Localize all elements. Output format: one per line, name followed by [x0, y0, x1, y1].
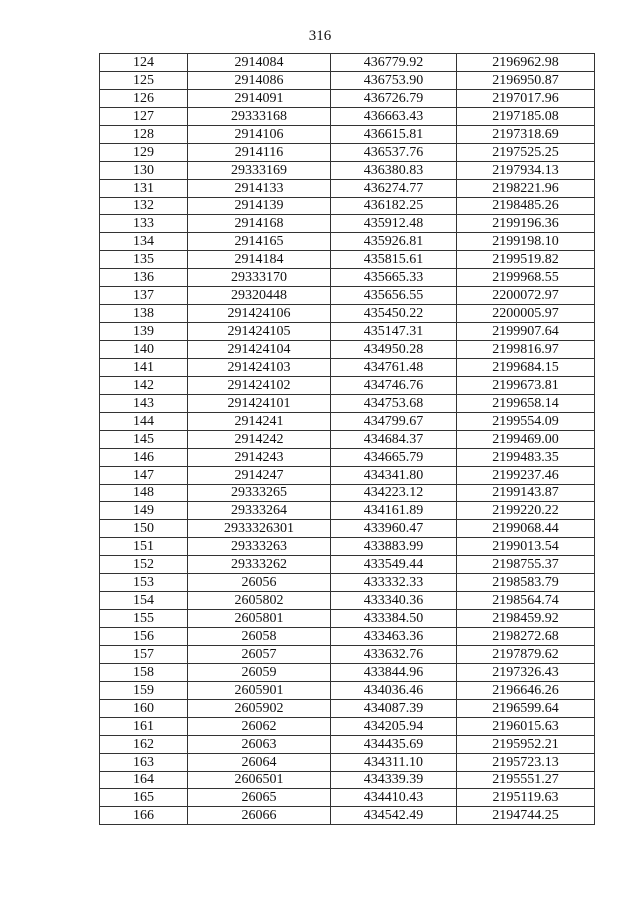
point-number-cell: 135: [100, 251, 188, 269]
x-coordinate-cell: 434753.68: [331, 394, 457, 412]
point-id-cell: 26065: [188, 789, 331, 807]
y-coordinate-cell: 2199143.87: [457, 484, 595, 502]
x-coordinate-cell: 433549.44: [331, 556, 457, 574]
x-coordinate-cell: 434542.49: [331, 807, 457, 825]
x-coordinate-cell: 434684.37: [331, 430, 457, 448]
point-number-cell: 128: [100, 125, 188, 143]
point-number-cell: 137: [100, 287, 188, 305]
table-row: [100, 538, 595, 556]
point-number-cell: 149: [100, 502, 188, 520]
y-coordinate-cell: 2199220.22: [457, 502, 595, 520]
table-row: [100, 143, 595, 161]
x-coordinate-cell: 434036.46: [331, 681, 457, 699]
point-number-cell: 152: [100, 556, 188, 574]
point-id-cell: 29333264: [188, 502, 331, 520]
point-id-cell: 26058: [188, 628, 331, 646]
point-number-cell: 139: [100, 323, 188, 341]
y-coordinate-cell: 2198459.92: [457, 610, 595, 628]
x-coordinate-cell: 434746.76: [331, 376, 457, 394]
y-coordinate-cell: 2197326.43: [457, 663, 595, 681]
y-coordinate-cell: 2199684.15: [457, 358, 595, 376]
point-id-cell: 29333265: [188, 484, 331, 502]
table-row: [100, 717, 595, 735]
point-id-cell: 29333170: [188, 269, 331, 287]
point-number-cell: 129: [100, 143, 188, 161]
table-row: [100, 645, 595, 663]
table-row: [100, 430, 595, 448]
point-number-cell: 131: [100, 179, 188, 197]
table-row: [100, 628, 595, 646]
x-coordinate-cell: 433632.76: [331, 645, 457, 663]
point-number-cell: 124: [100, 54, 188, 72]
x-coordinate-cell: 436753.90: [331, 71, 457, 89]
point-id-cell: 2914116: [188, 143, 331, 161]
x-coordinate-cell: 434799.67: [331, 412, 457, 430]
y-coordinate-cell: 2198272.68: [457, 628, 595, 646]
point-id-cell: 29320448: [188, 287, 331, 305]
table-row: [100, 54, 595, 72]
point-id-cell: 2605802: [188, 592, 331, 610]
table-row: [100, 466, 595, 484]
table-row: [100, 789, 595, 807]
table-row: [100, 502, 595, 520]
point-id-cell: 291424104: [188, 341, 331, 359]
x-coordinate-cell: 435912.48: [331, 215, 457, 233]
y-coordinate-cell: 2199673.81: [457, 376, 595, 394]
y-coordinate-cell: 2198583.79: [457, 574, 595, 592]
table-row: [100, 71, 595, 89]
y-coordinate-cell: 2197318.69: [457, 125, 595, 143]
point-id-cell: 2605801: [188, 610, 331, 628]
point-number-cell: 165: [100, 789, 188, 807]
point-id-cell: 29333262: [188, 556, 331, 574]
y-coordinate-cell: 2196599.64: [457, 699, 595, 717]
table-row: [100, 287, 595, 305]
x-coordinate-cell: 435665.33: [331, 269, 457, 287]
table-row: [100, 448, 595, 466]
y-coordinate-cell: 2199196.36: [457, 215, 595, 233]
x-coordinate-cell: 433463.36: [331, 628, 457, 646]
y-coordinate-cell: 2196646.26: [457, 681, 595, 699]
x-coordinate-cell: 434435.69: [331, 735, 457, 753]
point-number-cell: 141: [100, 358, 188, 376]
point-number-cell: 132: [100, 197, 188, 215]
y-coordinate-cell: 2197525.25: [457, 143, 595, 161]
point-id-cell: 291424106: [188, 305, 331, 323]
table-row: [100, 305, 595, 323]
table-row: [100, 161, 595, 179]
x-coordinate-cell: 434223.12: [331, 484, 457, 502]
x-coordinate-cell: 434311.10: [331, 753, 457, 771]
point-number-cell: 133: [100, 215, 188, 233]
table-row: [100, 574, 595, 592]
y-coordinate-cell: 2196962.98: [457, 54, 595, 72]
point-id-cell: 2914086: [188, 71, 331, 89]
point-id-cell: 29333168: [188, 107, 331, 125]
point-id-cell: 2914133: [188, 179, 331, 197]
y-coordinate-cell: 2199907.64: [457, 323, 595, 341]
coordinates-table: [99, 53, 595, 825]
x-coordinate-cell: 436663.43: [331, 107, 457, 125]
x-coordinate-cell: 433340.36: [331, 592, 457, 610]
y-coordinate-cell: 2196950.87: [457, 71, 595, 89]
x-coordinate-cell: 433883.99: [331, 538, 457, 556]
table-row: [100, 251, 595, 269]
table-row: [100, 556, 595, 574]
point-id-cell: 29333263: [188, 538, 331, 556]
x-coordinate-cell: 433384.50: [331, 610, 457, 628]
y-coordinate-cell: 2199658.14: [457, 394, 595, 412]
point-id-cell: 2933326301: [188, 520, 331, 538]
y-coordinate-cell: 2199469.00: [457, 430, 595, 448]
x-coordinate-cell: 434161.89: [331, 502, 457, 520]
table-row: [100, 592, 595, 610]
y-coordinate-cell: 2199198.10: [457, 233, 595, 251]
point-number-cell: 127: [100, 107, 188, 125]
y-coordinate-cell: 2200072.97: [457, 287, 595, 305]
table-row: [100, 771, 595, 789]
x-coordinate-cell: 436380.83: [331, 161, 457, 179]
point-number-cell: 161: [100, 717, 188, 735]
table-row: [100, 269, 595, 287]
y-coordinate-cell: 2199483.35: [457, 448, 595, 466]
table-row: [100, 735, 595, 753]
table-body: [100, 54, 595, 825]
table-row: [100, 376, 595, 394]
table-row: [100, 663, 595, 681]
point-number-cell: 134: [100, 233, 188, 251]
point-id-cell: 2914241: [188, 412, 331, 430]
point-id-cell: 291424101: [188, 394, 331, 412]
point-id-cell: 26063: [188, 735, 331, 753]
point-number-cell: 130: [100, 161, 188, 179]
x-coordinate-cell: 436182.25: [331, 197, 457, 215]
point-id-cell: 26059: [188, 663, 331, 681]
y-coordinate-cell: 2200005.97: [457, 305, 595, 323]
table-row: [100, 233, 595, 251]
y-coordinate-cell: 2197934.13: [457, 161, 595, 179]
point-id-cell: 29333169: [188, 161, 331, 179]
y-coordinate-cell: 2195119.63: [457, 789, 595, 807]
point-number-cell: 143: [100, 394, 188, 412]
x-coordinate-cell: 436726.79: [331, 89, 457, 107]
point-number-cell: 136: [100, 269, 188, 287]
table-row: [100, 681, 595, 699]
y-coordinate-cell: 2198564.74: [457, 592, 595, 610]
x-coordinate-cell: 436779.92: [331, 54, 457, 72]
point-id-cell: 26056: [188, 574, 331, 592]
point-number-cell: 153: [100, 574, 188, 592]
x-coordinate-cell: 435926.81: [331, 233, 457, 251]
table-row: [100, 753, 595, 771]
page-number: 316: [308, 28, 332, 44]
x-coordinate-cell: 434341.80: [331, 466, 457, 484]
table-row: [100, 484, 595, 502]
table-row: [100, 107, 595, 125]
point-number-cell: 156: [100, 628, 188, 646]
point-id-cell: 2914165: [188, 233, 331, 251]
table-row: [100, 89, 595, 107]
point-number-cell: 159: [100, 681, 188, 699]
x-coordinate-cell: 433960.47: [331, 520, 457, 538]
point-number-cell: 146: [100, 448, 188, 466]
point-number-cell: 154: [100, 592, 188, 610]
point-id-cell: 26057: [188, 645, 331, 663]
y-coordinate-cell: 2196015.63: [457, 717, 595, 735]
point-id-cell: 2605901: [188, 681, 331, 699]
table-row: [100, 520, 595, 538]
point-id-cell: 2606501: [188, 771, 331, 789]
y-coordinate-cell: 2197185.08: [457, 107, 595, 125]
table-row: [100, 394, 595, 412]
y-coordinate-cell: 2195723.13: [457, 753, 595, 771]
point-id-cell: 291424102: [188, 376, 331, 394]
x-coordinate-cell: 435815.61: [331, 251, 457, 269]
point-number-cell: 147: [100, 466, 188, 484]
point-id-cell: 2914184: [188, 251, 331, 269]
point-number-cell: 144: [100, 412, 188, 430]
point-number-cell: 151: [100, 538, 188, 556]
x-coordinate-cell: 436537.76: [331, 143, 457, 161]
y-coordinate-cell: 2199068.44: [457, 520, 595, 538]
point-number-cell: 140: [100, 341, 188, 359]
point-number-cell: 160: [100, 699, 188, 717]
x-coordinate-cell: 436274.77: [331, 179, 457, 197]
table-row: [100, 807, 595, 825]
table-row: [100, 179, 595, 197]
y-coordinate-cell: 2194744.25: [457, 807, 595, 825]
point-id-cell: 291424105: [188, 323, 331, 341]
x-coordinate-cell: 433332.33: [331, 574, 457, 592]
table-row: [100, 699, 595, 717]
y-coordinate-cell: 2199013.54: [457, 538, 595, 556]
table-row: [100, 215, 595, 233]
x-coordinate-cell: 434761.48: [331, 358, 457, 376]
x-coordinate-cell: 434339.39: [331, 771, 457, 789]
y-coordinate-cell: 2198221.96: [457, 179, 595, 197]
x-coordinate-cell: 434087.39: [331, 699, 457, 717]
y-coordinate-cell: 2199237.46: [457, 466, 595, 484]
point-number-cell: 125: [100, 71, 188, 89]
point-number-cell: 157: [100, 645, 188, 663]
x-coordinate-cell: 434410.43: [331, 789, 457, 807]
point-number-cell: 142: [100, 376, 188, 394]
table-row: [100, 358, 595, 376]
x-coordinate-cell: 436615.81: [331, 125, 457, 143]
point-number-cell: 145: [100, 430, 188, 448]
x-coordinate-cell: 435656.55: [331, 287, 457, 305]
table-row: [100, 610, 595, 628]
y-coordinate-cell: 2197017.96: [457, 89, 595, 107]
point-number-cell: 158: [100, 663, 188, 681]
x-coordinate-cell: 434950.28: [331, 341, 457, 359]
x-coordinate-cell: 435450.22: [331, 305, 457, 323]
y-coordinate-cell: 2195952.21: [457, 735, 595, 753]
point-id-cell: 26066: [188, 807, 331, 825]
table-row: [100, 341, 595, 359]
y-coordinate-cell: 2199816.97: [457, 341, 595, 359]
point-id-cell: 2914168: [188, 215, 331, 233]
x-coordinate-cell: 435147.31: [331, 323, 457, 341]
point-id-cell: 2914247: [188, 466, 331, 484]
y-coordinate-cell: 2199519.82: [457, 251, 595, 269]
y-coordinate-cell: 2199968.55: [457, 269, 595, 287]
y-coordinate-cell: 2199554.09: [457, 412, 595, 430]
point-number-cell: 126: [100, 89, 188, 107]
point-id-cell: 2914139: [188, 197, 331, 215]
table-row: [100, 323, 595, 341]
table-row: [100, 412, 595, 430]
point-id-cell: 2914084: [188, 54, 331, 72]
point-number-cell: 150: [100, 520, 188, 538]
point-number-cell: 164: [100, 771, 188, 789]
point-id-cell: 2914243: [188, 448, 331, 466]
point-id-cell: 291424103: [188, 358, 331, 376]
point-id-cell: 2914106: [188, 125, 331, 143]
table-row: [100, 197, 595, 215]
point-number-cell: 138: [100, 305, 188, 323]
y-coordinate-cell: 2198755.37: [457, 556, 595, 574]
point-number-cell: 166: [100, 807, 188, 825]
point-number-cell: 148: [100, 484, 188, 502]
point-number-cell: 162: [100, 735, 188, 753]
table-row: [100, 125, 595, 143]
point-number-cell: 163: [100, 753, 188, 771]
point-number-cell: 155: [100, 610, 188, 628]
x-coordinate-cell: 434665.79: [331, 448, 457, 466]
y-coordinate-cell: 2195551.27: [457, 771, 595, 789]
point-id-cell: 2605902: [188, 699, 331, 717]
point-id-cell: 2914242: [188, 430, 331, 448]
point-id-cell: 2914091: [188, 89, 331, 107]
x-coordinate-cell: 433844.96: [331, 663, 457, 681]
point-id-cell: 26062: [188, 717, 331, 735]
x-coordinate-cell: 434205.94: [331, 717, 457, 735]
y-coordinate-cell: 2198485.26: [457, 197, 595, 215]
point-id-cell: 26064: [188, 753, 331, 771]
y-coordinate-cell: 2197879.62: [457, 645, 595, 663]
